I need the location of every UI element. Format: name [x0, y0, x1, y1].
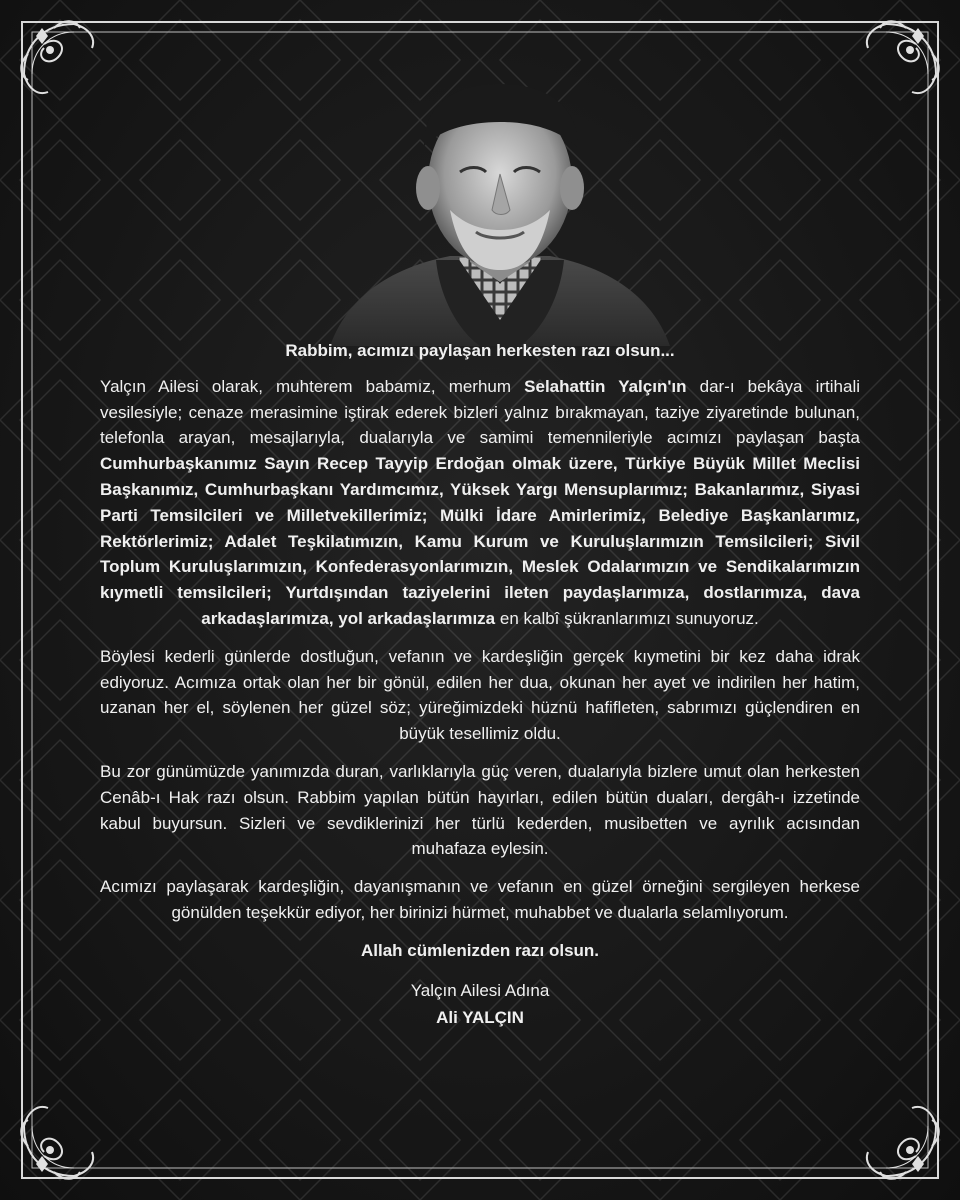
- corner-ornament-icon: [14, 1066, 134, 1186]
- signature-name: Ali YALÇIN: [436, 1008, 524, 1028]
- corner-ornament-icon: [826, 1066, 946, 1186]
- paragraph-thanks: [100, 374, 860, 632]
- paragraph-friendship: Böylesi kederli günlerde dostluğun, vefanın ve kardeşliğin gerçek kıymetini bir kez daha idrak ediyoruz. Acımıza ortak olan her bir gönül, edilen her dua, okunan her ayet ve indirilen her hatim, uzanan her el, söylenen her güzel söz; yüreğimizdeki hüznü hafifleten, sabrımızı güçlendiren en büyük tesellimiz oldu.: [100, 646, 860, 744]
- paragraph-thanks-text-1: Yalçın Ailesi olarak, muhterem babamız, merhum: [100, 376, 525, 396]
- paragraph-thanks-text-2: dar-ı bekâya irtihali vesilesiyle; cenaze merasimine iştirak ederek bizleri yalnız bırakmayan, taziye ziyaretinde bulunan, telefonla arayan, mesajlarıyla, dualarıyla ve samimi temennileriyle acımızı paylaşan başta: [100, 376, 861, 448]
- paragraph-gratitude: Acımızı paylaşarak kardeşliğin, dayanışmanın ve vefanın en güzel örneğini sergileyen herkese gönülden teşekkür ediyor, her birinizi hürmet, muhabbet ve dualarla selamlıyorum.: [100, 877, 860, 922]
- deceased-name: Selahattin Yalçın'ın: [524, 376, 687, 396]
- signature-line: Yalçın Ailesi Adına: [410, 980, 550, 1000]
- paragraph-prayer: Bu zor günümüzde yanımızda duran, varlıklarıyla güç veren, dualarıyla bizlere umut olan herkesten Cenâb-ı Hak razı olsun. Rabbim yapılan bütün hayırları, edilen bütün duaları, dergâh-ı izzetinde kabul buyursun. Sizleri ve sevdiklerinizi her türlü kederden, musibetten ve ayrılık acısından muhafaza eylesin.: [100, 761, 860, 859]
- corner-ornament-icon: [14, 14, 134, 134]
- portrait-photo: [320, 70, 680, 346]
- message-body: [100, 338, 860, 1031]
- paragraph-thanks-text-3: en kalbî şükranlarımızı sunuyoruz.: [495, 608, 759, 628]
- closing-line: Allah cümlenizden razı olsun.: [360, 940, 600, 960]
- dignitaries-list: Cumhurbaşkanımız Sayın Recep Tayyip Erdoğan olmak üzere, Türkiye Büyük Millet Meclisi Başkanımız, Cumhurbaşkanı Yardımcımız, Yüksek Yargı Mensuplarımız; Bakanlarımız, Siyasi Parti Temsilcileri ve Milletvekillerimiz; Mülki İdare Amirlerimiz, Belediye Başkanlarımız, Rektörlerimiz; Adalet Teşkilatımızın, Kamu Kurum ve Kuruluşlarımızın Temsilcileri; Sivil Toplum Kuruluşlarımızın, Konfederasyonlarımızın, Meslek Odalarımızın ve Sendikalarımızın kıymetli temsilcileri; Yurtdışından taziyelerini ileten paydaşlarımıza, dostlarımıza, dava arkadaşlarımıza, yol arkadaşlarımıza: [100, 454, 860, 628]
- corner-ornament-icon: [826, 14, 946, 134]
- message-heading: Rabbim, acımızı paylaşan herkesten razı olsun...: [285, 341, 675, 360]
